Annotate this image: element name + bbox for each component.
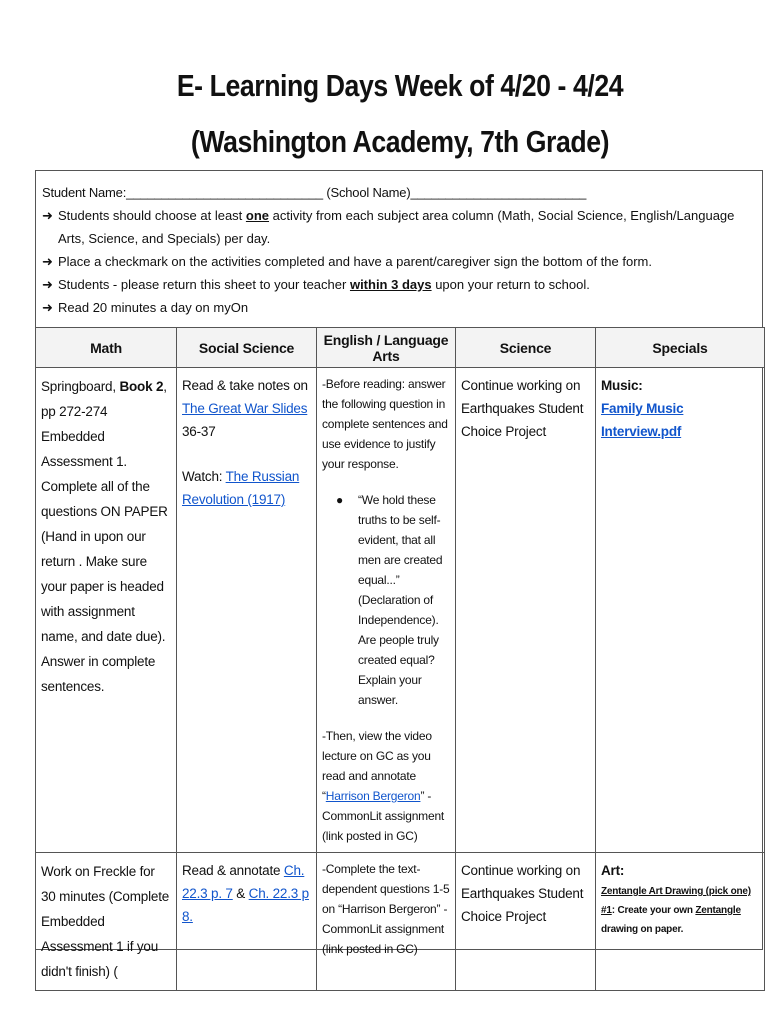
cell-text: Zentangle xyxy=(695,905,741,916)
table-row xyxy=(36,368,765,853)
arrow-icon: ➜ xyxy=(42,300,53,315)
student-name-line: Student Name:____________________________ (School Name)_________________________ xyxy=(42,185,587,200)
instruction-bullet xyxy=(42,273,756,296)
math-cell: Work on Freckle for 30 minutes (Complete Embedded Assessment 1 if you didn't finish) ( xyxy=(36,853,177,991)
header-math: Math xyxy=(36,328,177,368)
cell-text: drawing on paper. xyxy=(601,924,684,935)
ela-cell xyxy=(317,368,456,853)
header-science: Science xyxy=(456,328,596,368)
cell-text: Read & take notes on xyxy=(182,378,308,393)
arrow-icon: ➜ xyxy=(42,254,53,269)
science-cell: Continue working on Earthquakes Student Choice Project xyxy=(456,853,596,991)
cell-text: ” - CommonLit assignment (link posted in GC) xyxy=(322,789,445,843)
cell-text: -Before reading: answer the following question in complete sentences and use evidence to justify your response. xyxy=(322,377,448,471)
assignment-frame xyxy=(35,170,763,979)
arrow-icon: ➜ xyxy=(42,208,53,223)
harrison-bergeron-link[interactable]: Harrison Bergeron xyxy=(325,789,421,803)
math-cell xyxy=(36,368,177,853)
cell-text: & xyxy=(232,886,249,901)
page-title: E- Learning Days Week of 4/20 - 4/24 xyxy=(176,68,624,103)
arrow-icon: ➜ xyxy=(42,277,53,292)
cell-text: Read & annotate xyxy=(182,863,284,878)
instruction-text: Place a checkmark on the activities completed and have a parent/caregiver sign the bottom of the form. xyxy=(58,254,652,269)
ch-22-3-p7-link[interactable]: Ch. 22.3 p. 7 xyxy=(182,863,305,901)
instruction-text: Students - please return this sheet to your teacher xyxy=(58,277,350,292)
header-row xyxy=(36,328,765,368)
specials-cell xyxy=(596,853,765,991)
instruction-bullet xyxy=(42,204,756,250)
instruction-emphasis: within 3 days xyxy=(349,277,432,292)
cell-text: Zentangle Art Drawing (pick one) #1 xyxy=(601,886,751,916)
instruction-text: upon your return to school. xyxy=(431,277,590,292)
page-subtitle: (Washington Academy, 7th Grade) xyxy=(190,124,610,159)
instruction-text: Read 20 minutes a day on myOn xyxy=(58,300,249,315)
activity-table xyxy=(35,327,765,991)
cell-bold-text: Book 2 xyxy=(119,379,164,394)
instruction-bullet xyxy=(42,250,756,273)
cell-text: 36-37 xyxy=(182,424,216,439)
cell-text: “We hold these truths to be self-evident, that all men are created equal...” (Declaration of Independence). Are people truly created equal? Explain your answer. xyxy=(358,493,443,707)
bullet-icon: ● xyxy=(336,493,344,507)
instruction-text: activity from each subject area column (Math, Social Science, English/Language Arts, Science, and Specials) per day. xyxy=(58,208,735,246)
ela-cell: -Complete the text-dependent questions 1-5 on “Harrison Bergeron” - CommonLit assignment (link posted in GC) xyxy=(317,853,456,991)
cell-text: Watch: xyxy=(182,469,226,484)
science-cell: Continue working on Earthquakes Student Choice Project xyxy=(456,368,596,853)
family-music-link[interactable]: Family Music Interview.pdf xyxy=(601,401,684,439)
table-row xyxy=(36,853,765,991)
cell-text: -Then, view the video lecture on GC as you read and annotate “ xyxy=(322,729,432,803)
header-social-science: Social Science xyxy=(177,328,317,368)
quote-bullet xyxy=(336,490,450,710)
header-ela: English / Language Arts xyxy=(317,328,456,368)
header-specials: Specials xyxy=(596,328,765,368)
zentangle-text xyxy=(601,882,759,939)
instruction-text: Students should choose at least xyxy=(58,208,246,223)
great-war-slides-link[interactable]: The Great War Slides xyxy=(182,401,308,416)
instruction-emphasis: one xyxy=(245,208,270,223)
social-science-cell xyxy=(177,853,317,991)
cell-text: Springboard, xyxy=(41,379,120,394)
instructions-box xyxy=(36,171,762,328)
cell-bold-text: Art: xyxy=(601,863,625,878)
cell-text: , pp 272-274 Embedded Assessment 1. Complete all of the questions ON PAPER (Hand in upon our return . Make sure your paper is headed with assignment name, and date due). Answer in complete sentences. xyxy=(41,379,168,694)
specials-cell xyxy=(596,368,765,853)
instruction-bullet xyxy=(42,296,756,319)
ch-22-3-p8-link[interactable]: Ch. 22.3 p 8. xyxy=(182,886,309,924)
social-science-cell xyxy=(177,368,317,853)
cell-text: : Create your own xyxy=(611,905,696,916)
cell-bold-text: Music: xyxy=(601,378,643,393)
russian-revolution-link[interactable]: The Russian Revolution (1917) xyxy=(182,469,300,507)
